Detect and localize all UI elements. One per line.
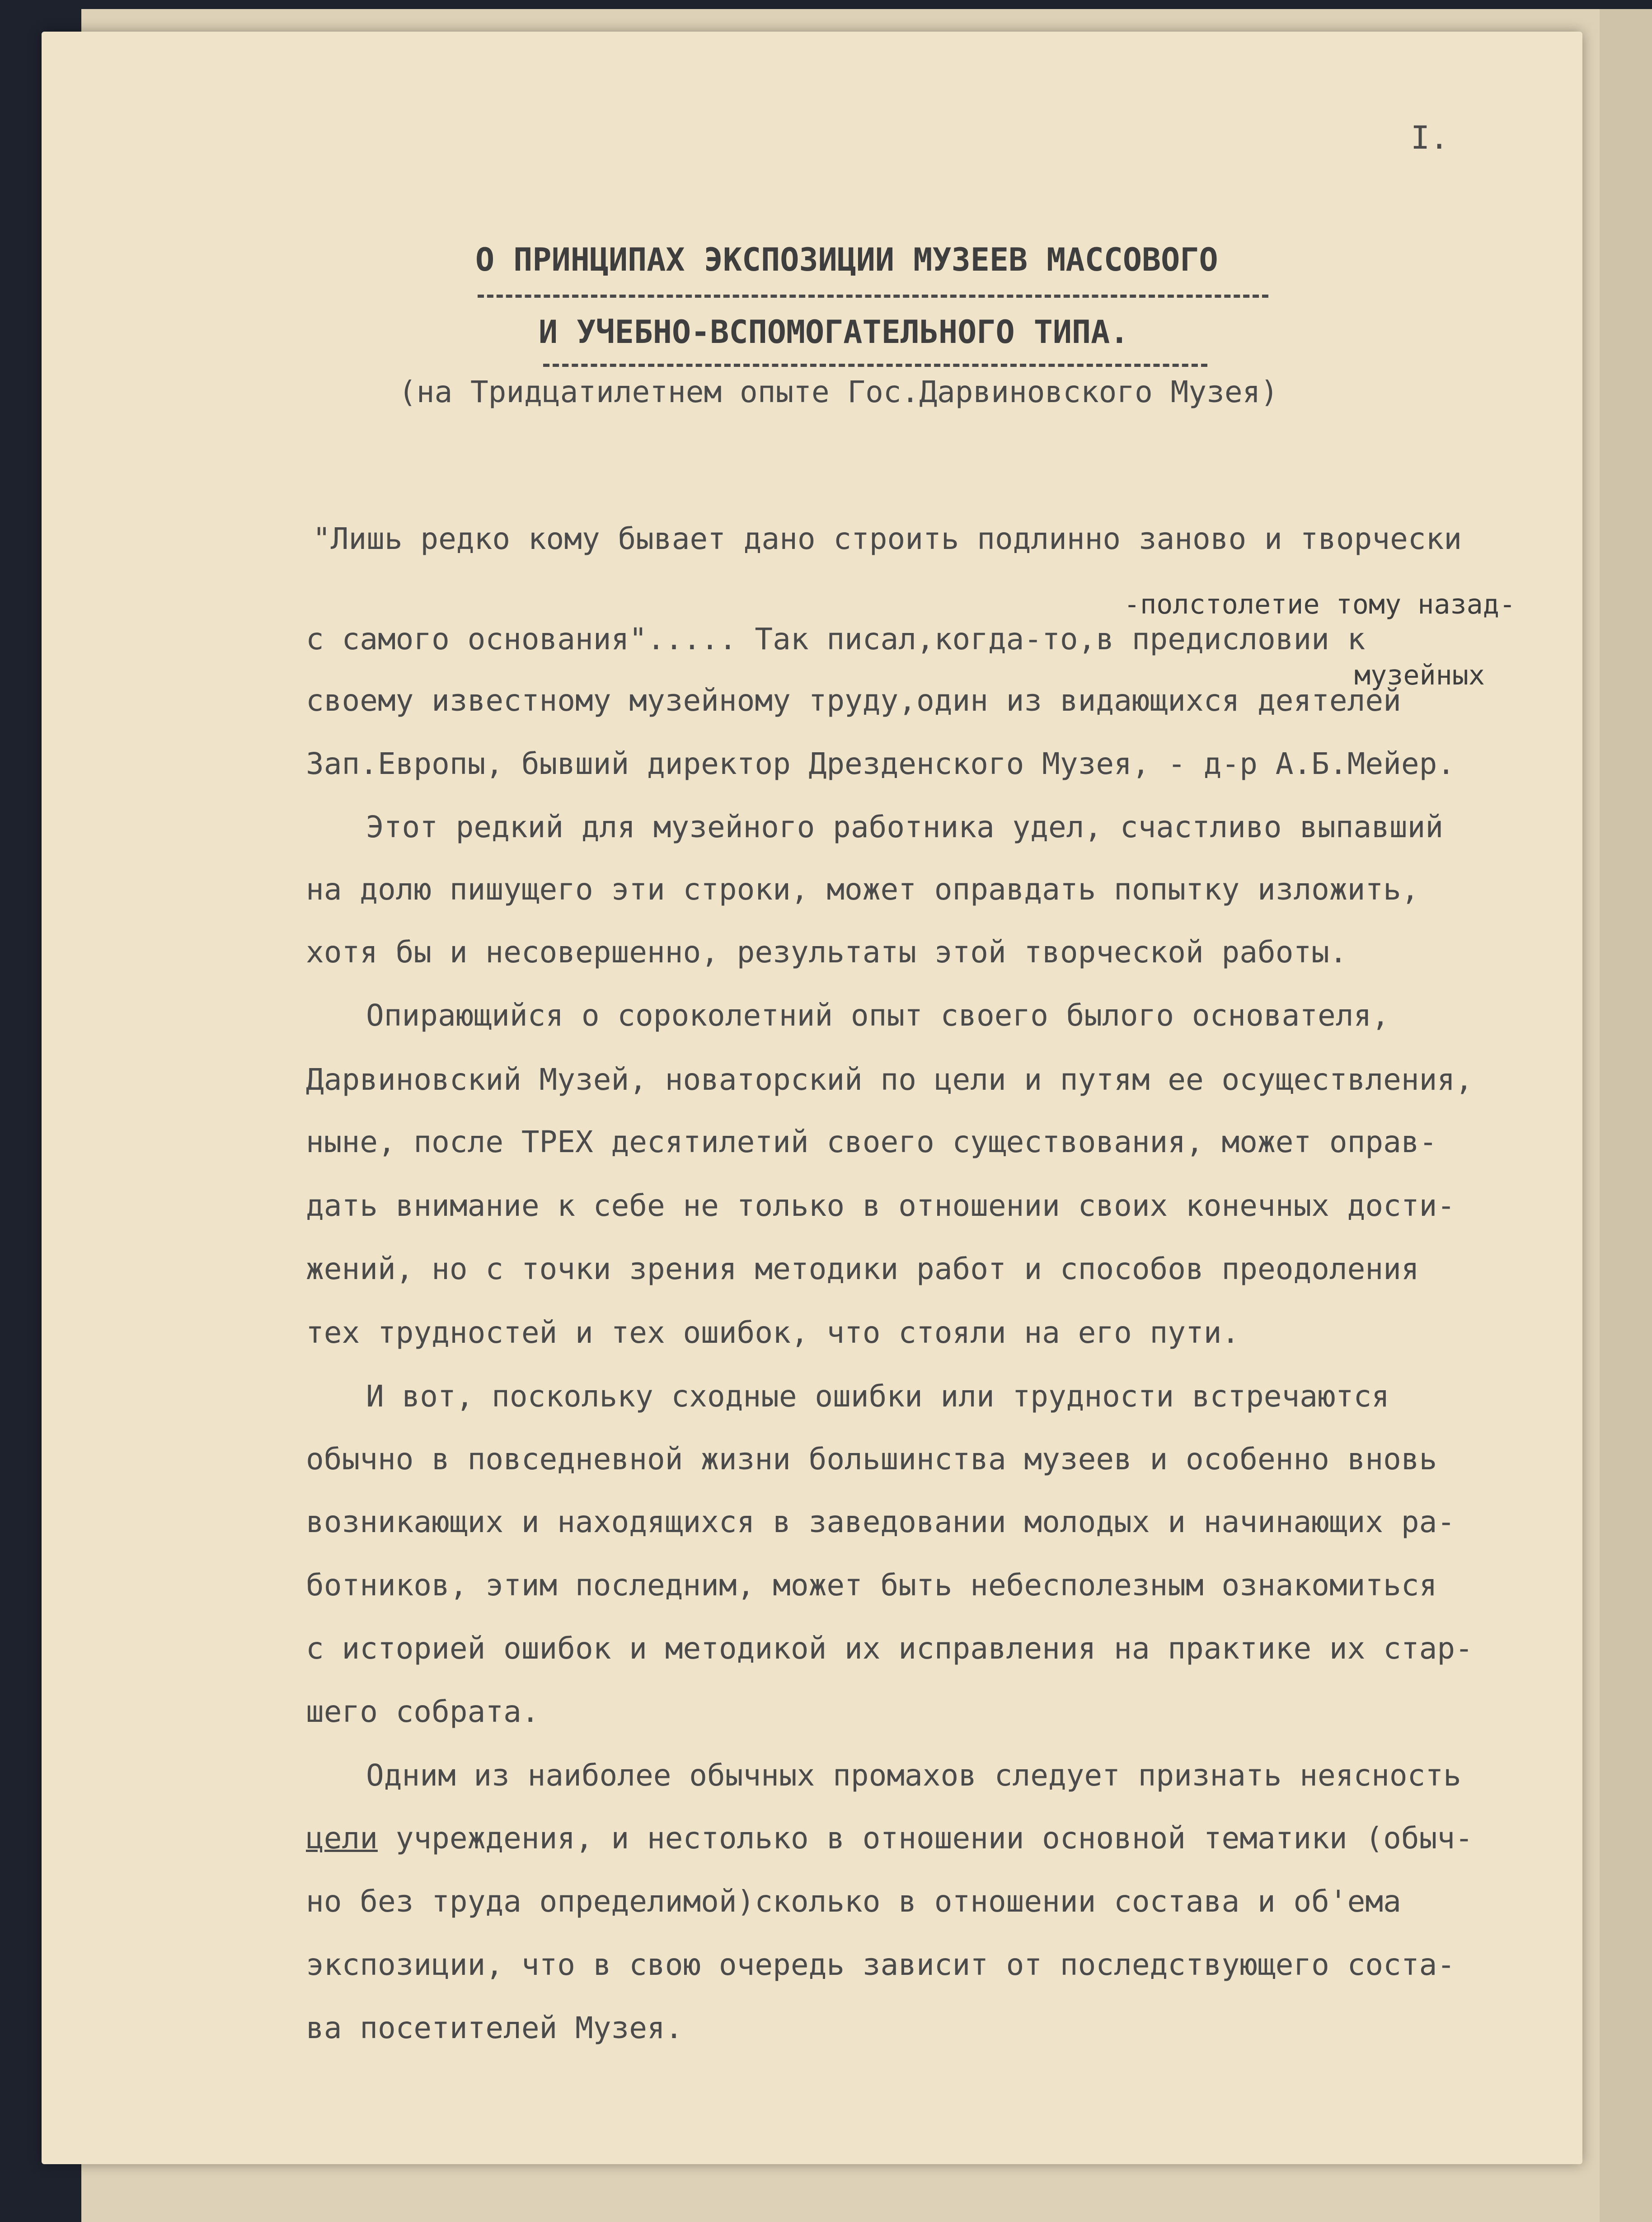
page-number: I.	[1411, 119, 1449, 156]
body-line: с историей ошибок и методикой их исправления на практике их стар-	[306, 1631, 1473, 1666]
handwritten-insert: музейных	[1354, 660, 1485, 691]
body-line: экспозиции, что в свою очередь зависит от последствующего соста-	[306, 1947, 1455, 1982]
body-line: Этот редкий для музейного работника удел, счастливо выпавший	[366, 810, 1444, 844]
body-line	[306, 1821, 1473, 1856]
body-line: хотя бы и несовершенно, результаты этой творческой работы.	[306, 935, 1347, 970]
body-line: Опирающийся о сороколетний опыт своего былого основателя,	[366, 998, 1389, 1033]
body-line: тех трудностей и тех ошибок, что стояли на его пути.	[306, 1315, 1240, 1350]
body-line: Одним из наиболее обычных промахов следует признать неясность	[366, 1758, 1461, 1793]
body-line: с самого основания"..... Так писал,когда-то,в предисловии к	[306, 622, 1366, 656]
body-line: "Лишь редко кому бывает дано строить подлинно заново и творчески	[313, 521, 1462, 556]
body-line: дать внимание к себе не только в отношении своих конечных дости-	[306, 1188, 1455, 1223]
title-underline-2	[543, 364, 1207, 367]
body-line: на долю пишущего эти строки, может оправдать попытку изложить,	[306, 872, 1419, 907]
body-line: своему известному музейному труду,один из видающихся деятелей	[306, 683, 1401, 718]
underlying-sheet-edge	[1600, 9, 1652, 2222]
title-line-2: И УЧЕБНО-ВСПОМОГАТЕЛЬНОГО ТИПА.	[539, 314, 1129, 351]
body-line: ныне, после ТРЕХ десятилетий своего существования, может оправ-	[306, 1125, 1437, 1159]
title-underline-1	[478, 295, 1268, 298]
body-line: обычно в повседневной жизни большинства музеев и особенно вновь	[306, 1442, 1437, 1477]
typewritten-page	[42, 32, 1582, 2164]
body-line: но без труда определимой)сколько в отношении состава и об'ема	[306, 1884, 1401, 1919]
body-line-rest: учреждения, и нестолько в отношении основной тематики (обыч-	[377, 1821, 1473, 1856]
subtitle: (на Тридцатилетнем опыте Гос.Дарвиновского Музея)	[399, 375, 1279, 409]
body-line: ботников, этим последним, может быть небесполезным ознакомиться	[306, 1568, 1437, 1603]
body-line: жений, но с точки зрения методики работ и способов преодоления	[306, 1252, 1419, 1286]
underlined-word: цели	[306, 1821, 378, 1856]
body-line: возникающих и находящихся в заведовании молодых и начинающих ра-	[306, 1505, 1455, 1539]
handwritten-insert: -полстолетие тому назад-	[1124, 589, 1516, 620]
body-line: Зап.Европы, бывший директор Дрезденского Музея, - д-р А.Б.Мейер.	[306, 746, 1455, 781]
body-line: Дарвиновский Музей, новаторский по цели и путям ее осуществления,	[306, 1062, 1473, 1097]
title-line-1: О ПРИНЦИПАХ ЭКСПОЗИЦИИ МУЗЕЕВ МАССОВОГО	[475, 241, 1218, 278]
body-line: И вот, поскольку сходные ошибки или трудности встречаются	[366, 1379, 1389, 1414]
body-line: шего собрата.	[306, 1694, 540, 1729]
body-line: ва посетителей Музея.	[306, 2011, 683, 2045]
